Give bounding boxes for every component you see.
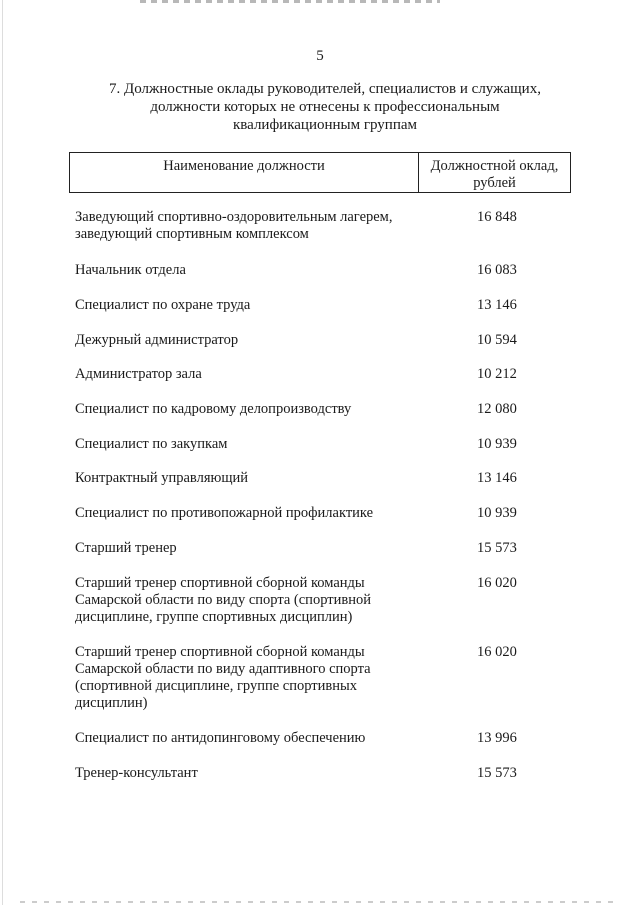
table-row: [75, 505, 555, 522]
table-row: [75, 575, 555, 626]
position-name: Заведующий спортивно-оздоровительным лагерем, заведующий спортивным комплексом: [75, 209, 393, 242]
position-name: Старший тренер: [75, 540, 177, 556]
table-row: [75, 366, 555, 383]
heading-line-1: 7. Должностные оклады руководителей, специалистов и служащих,: [109, 81, 541, 97]
heading-line-3: квалификационным группам: [232, 117, 418, 133]
salary-value: 13 146: [477, 470, 517, 486]
position-name: Администратор зала: [75, 366, 202, 382]
table-row: [75, 401, 555, 418]
position-name: Старший тренер спортивной сборной команды Самарской области по виду спорта (спортивной дисциплине, группе спортивных дисциплин): [75, 575, 371, 625]
table-row: [75, 765, 555, 782]
header-salary-line-1: Должностной оклад,: [430, 158, 559, 174]
position-name: Начальник отдела: [75, 262, 186, 278]
position-name: Специалист по антидопинговому обеспечению: [75, 730, 366, 746]
table-row: [75, 644, 555, 712]
header-salary-line-2: рублей: [473, 175, 516, 191]
salary-value: 15 573: [477, 540, 517, 556]
position-name: Контрактный управляющий: [75, 470, 249, 486]
header-position-name: Наименование должности: [70, 153, 419, 192]
position-name: Дежурный администратор: [75, 332, 239, 348]
table-row: [75, 297, 555, 314]
salary-value: 12 080: [477, 401, 517, 417]
table-row: [75, 332, 555, 349]
position-name: Специалист по охране труда: [75, 297, 251, 313]
salary-value: 16 083: [477, 262, 517, 278]
table-row: [75, 470, 555, 487]
table-row: [75, 436, 555, 453]
salary-value: 15 573: [477, 765, 517, 781]
salary-value: 10 594: [477, 332, 517, 348]
position-name: Специалист по противопожарной профилактике: [75, 505, 374, 521]
table-row: [75, 730, 555, 747]
salary-value: 10 939: [477, 505, 517, 521]
table-row: [75, 262, 555, 279]
table-row: [75, 209, 555, 243]
salary-value: 16 020: [477, 575, 517, 591]
salary-value: 16 848: [477, 209, 517, 225]
heading-line-2: должности которых не отнесены к профессиональным: [150, 99, 500, 115]
salary-value: 13 996: [477, 730, 517, 746]
position-name: Старший тренер спортивной сборной команды Самарской области по виду адаптивного спорта (спортивной дисциплине, группе спортивных дисциплин): [75, 644, 371, 711]
salary-value: 13 146: [477, 297, 517, 313]
position-name: Специалист по кадровому делопроизводству: [75, 401, 352, 417]
page-number: 5: [316, 48, 324, 64]
position-name: Тренер-консультант: [75, 765, 198, 781]
table-row: [75, 540, 555, 557]
salary-value: 10 939: [477, 436, 517, 452]
salary-value: 10 212: [477, 366, 517, 382]
salary-value: 16 020: [477, 644, 517, 660]
position-name: Специалист по закупкам: [75, 436, 228, 452]
